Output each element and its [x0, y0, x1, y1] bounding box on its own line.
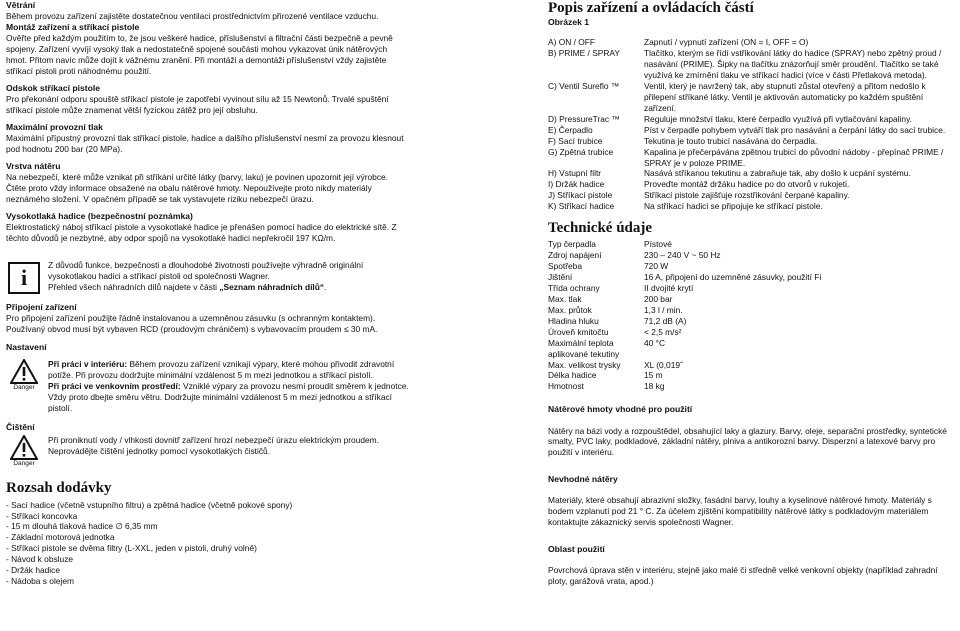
spec-row-value: 18 kg	[644, 381, 665, 392]
control-row-key: H) Vstupní filtr	[548, 168, 602, 179]
spec-row	[548, 327, 821, 338]
delivery-item: - Stříkací koncovka	[6, 511, 410, 522]
delivery-item: - Stříkací pistole se dvěma filtry (L-XXL, jeden v pistoli, druhý volně)	[6, 543, 410, 554]
spec-row	[548, 283, 821, 294]
control-row	[548, 168, 956, 179]
control-row	[548, 136, 956, 147]
delivery-heading: Rozsah dodávky	[6, 480, 112, 497]
spec-row-value: 15 m	[644, 370, 663, 381]
control-row	[548, 48, 956, 81]
spec-row-value: 230 – 240 V ~ 50 Hz	[644, 250, 721, 261]
control-row-key: B) PRIME / SPRAY	[548, 48, 620, 59]
spec-row-key: Zdroj napájení	[548, 250, 602, 261]
control-row-key: D) PressureTrac ™	[548, 113, 620, 124]
controls-heading: Popis zařízení a ovládacích částí	[548, 0, 754, 16]
spec-row-key: Jištění	[548, 272, 573, 283]
spec-row-key: Hladina hluku	[548, 315, 599, 326]
control-row	[548, 81, 956, 114]
info-icon: i	[8, 262, 40, 294]
setup-interior-text: Při práci v interiéru: Během provozu zařízení vznikají výpary, které mohou přivodit zdravotní potíže. Při provozu dodržujte minimální vzdálenost 5 m mezi jednotkou a stříkací pistolí.	[48, 359, 395, 381]
control-row-value: Tekutina je touto trubicí nasávána do čerpadla.	[644, 135, 818, 146]
assembly-text: Ověřte před každým použitím to, že jsou veškeré hadice, příslušenství a filtrační části bezpečně a pevně spojeny. Zařízení vyvíjí vysoký tlak a nedostatečně spojené součásti mohou vykazovat únik nátěrových hmot. Přitom navíc může dojít k vážnému zranění. Při montáži a demontáži příslušenství vždy zajistěte stříkací pistoli proti náhodnému použití.	[6, 33, 393, 77]
control-row-value: Ventil, který je navržený tak, aby stupnutí zůstal otevřený a přitom nedošlo k přilepení stříkané látky. Ventil je aktivován automaticky po každém spuštění zařízení.	[644, 81, 926, 113]
cleaning-text: Při proniknutí vody / vlhkosti dovnitř zařízení hrozí nebezpečí úrazu elektrickým proudem. Neprovádějte čištění jednotky pomocí vysokotlakých čističů.	[48, 434, 379, 456]
spec-row	[548, 305, 821, 316]
spec-row-value: 1,3 l / min.	[644, 304, 683, 315]
control-row-key: J) Stříkací pistole	[548, 190, 613, 201]
control-row-value: Nasává stříkanou tekutinu a zabraňuje tak, aby došlo k ucpání systému.	[644, 168, 911, 179]
control-row-value: Reguluje množství tlaku, které čerpadlo využívá při vytlačování kapaliny.	[644, 113, 912, 124]
connection-heading: Připojení zařízení	[6, 301, 77, 312]
spec-row-key: Délka hadice	[548, 370, 597, 381]
kickback-heading: Odskok stříkací pistole	[6, 82, 101, 93]
control-row-key: A) ON / OFF	[548, 37, 595, 48]
spec-row-value: XL (0,019˝	[644, 359, 683, 370]
delivery-item: - Držák hadice	[6, 565, 410, 576]
spec-row-value: < 2,5 m/s²	[644, 326, 682, 337]
danger-icon: Danger	[6, 435, 42, 468]
control-row-value: Zapnutí / vypnutí zařízení (ON = I, OFF = O)	[644, 37, 809, 48]
control-row-value: Kapalina je přečerpávána zpětnou trubicí do původní nádoby - přepínač PRIME / SPRAY je v poloze PRIME.	[644, 146, 944, 168]
spec-row	[548, 360, 821, 371]
spec-row-value: 71,2 dB (A)	[644, 315, 687, 326]
figure-label: Obrázek 1	[548, 17, 590, 28]
control-row	[548, 147, 956, 169]
unsuitable-text: Materiály, které obsahují abrazivní složky, fasádní barvy, louhy a kyselinové nátěrové hmoty. Materiály s bodem vzplanutí pod 21 ° C. Za účelem zjištění kompatibility nátěrové látky s podkladovým materiálem kontaktujte zákaznický servis společnosti Wagner.	[548, 495, 932, 528]
ventilation-text: Během provozu zařízení zajistěte dostatečnou ventilaci prostřednictvím přirozené ventilace vzduchu.	[6, 11, 379, 22]
paints-heading: Nátěrové hmoty vhodné pro použití	[548, 404, 693, 415]
spec-row-value: 200 bar	[644, 294, 673, 305]
info-box	[6, 258, 410, 294]
control-row	[548, 114, 956, 125]
spec-row-key: Max. tlak	[548, 294, 582, 305]
spec-row	[548, 272, 821, 283]
control-row-value: Proveďte montáž držáku hadice po do otvorů v rukojeti.	[644, 179, 850, 190]
setup-warning	[6, 359, 410, 414]
hose-heading: Vysokotlaká hadice (bezpečnostní poznámka)	[6, 210, 193, 221]
spec-row	[548, 370, 821, 381]
ventilation-heading: Větrání	[6, 0, 36, 10]
delivery-item: - Nádoba s olejem	[6, 576, 410, 587]
delivery-item: - Základní motorová jednotka	[6, 532, 410, 543]
coating-text: Na nebezpečí, které může vznikat při stříkání určité látky (barvy, laku) je povinen upozornit její výrobce. Čtěte proto vždy informace obsažené na obalu nátěrové hmoty. Nepoužívejte proto nikdy materiály neznámého složení. V opačném případě se tak vystavujete riziku nebezpečí úrazu.	[6, 172, 389, 204]
control-row-key: E) Čerpadlo	[548, 124, 593, 135]
control-row	[548, 125, 956, 136]
setup-exterior-text: Při práci ve venkovním prostředí: Vzniklé výpary za provozu nesmí proudit směrem k jednotce. Vždy proto dbejte směru větru. Dodržujte minimální vzdálenost 5 m mezi jednotkou a stříkací pistolí.	[48, 380, 409, 413]
spec-row-key: Hmotnost	[548, 381, 584, 392]
spec-row	[548, 250, 821, 261]
hose-text: Elektrostatický náboj stříkací pistole a vysokotlaké hadice je přenášen pomocí hadice do elektrické sítě. Z těchto důvodů je nezbytné, aby odpor spojů na vysokotlaké hadici nepřekročil 197 KΩ/m.	[6, 222, 397, 244]
spec-row-key: Spotřeba	[548, 261, 582, 272]
delivery-item: - Sací hadice (včetně vstupního filtru) a zpětná hadice (včetně pokové spony)	[6, 500, 410, 511]
spec-row-key: Max. velikost trysky	[548, 359, 621, 370]
paints-text: Nátěry na bázi vody a rozpouštědel, obsahující laky a glazury. Barvy, oleje, separační prostředky, syntetické smalty, PVC laky, podkladové, základní nátěry, plniva a antikorozní barvy. Disperzní a latexové barvy pro použití v interiéru.	[548, 425, 947, 458]
spec-row-key: Úroveň kmitočtu	[548, 326, 609, 337]
cleaning-heading: Čištění	[6, 421, 35, 432]
control-row-key: F) Sací trubice	[548, 135, 603, 146]
delivery-item: - 15 m dlouhá tlaková hadice ∅ 6,35 mm	[6, 521, 410, 532]
kickback-text: Pro překonání odporu spouště stříkací pistole je zapotřebí vyvinout sílu až 15 Newtonů. Trvalé spuštění stříkací pistole může znamenat větší fyzickou zátěž pro její obsluhu.	[6, 94, 389, 116]
delivery-item: - Návod k obsluze	[6, 554, 410, 565]
spec-row-key: Max. průtok	[548, 304, 592, 315]
control-row	[548, 179, 956, 190]
spec-row-key: Typ čerpadla	[548, 239, 596, 250]
max-pressure-text: Maximální přípustný provozní tlak stříkací pistole, hadice a dalšího příslušenství nesmí za provozu klesnout pod hodnotu 200 bar (20 MPa).	[6, 133, 404, 155]
control-row-key: K) Stříkací hadice	[548, 201, 615, 212]
delivery-list	[6, 500, 410, 587]
use-text: Povrchová úprava stěn v interiéru, stejně jako malé či středně velké venkovní objekty (například zahradní ploty, garážová vrata, apod.)	[548, 565, 938, 587]
spec-row-value: 720 W	[644, 261, 669, 272]
connection-text: Pro připojení zařízení použijte řádně instalovanou a uzemněnou zásuvku (s ochranným kontaktem). Používaný obvod musí být vybaven RCD (proudovým chráničem) s vybavovacím proudem ≤ 30 mA.	[6, 313, 378, 335]
control-row-key: I) Držák hadice	[548, 179, 605, 190]
spec-row	[548, 294, 821, 305]
control-row-value: Tlačítko, kterým se řídí vstřikování látky do hadice (SPRAY) nebo zpětný proud / nasávání (PRIME). Šipky na tlačítku znázorňují směr proudění. Tlačítko se také využívá ke zmírnění tlaku ve stříkací hadici (více v části Přetlaková metoda).	[644, 48, 942, 81]
setup-heading: Nastavení	[6, 341, 47, 352]
spec-row-value: 40 °C	[644, 337, 666, 348]
control-row-value: Na stříkací hadici se připojuje ke stříkací pistole.	[644, 201, 823, 212]
assembly-heading: Montáž zařízení a stříkací pistole	[6, 22, 140, 33]
specs-table	[548, 239, 821, 392]
controls-table	[548, 37, 956, 212]
control-row-key: C) Ventil Sureflo ™	[548, 81, 620, 92]
info-text: Z důvodů funkce, bezpečnosti a dlouhodobé životnosti používejte výhradně originální vysokotlakou hadici a stříkací pistoli od společnosti Wagner. Přehled všech náhradních dílů najdete v části „Seznam náhradních dílů“.	[48, 259, 364, 292]
right-column	[548, 0, 956, 587]
spec-row-key: Maximální teplota aplikované tekutiny	[548, 337, 620, 359]
spec-row	[548, 381, 821, 392]
cleaning-warning	[6, 435, 410, 468]
coating-heading: Vrstva nátěru	[6, 160, 61, 171]
spec-row-value: II dvojité krytí	[644, 283, 694, 294]
control-row	[548, 190, 956, 201]
unsuitable-heading: Nevhodné nátěry	[548, 474, 618, 485]
spec-row	[548, 338, 821, 360]
danger-icon: Danger	[6, 359, 42, 414]
spec-row-value: 16 A, připojení do uzemněné zásuvky, použití Fi	[644, 272, 822, 283]
control-row-value: Píst v čerpadle pohybem vytváří tlak pro nasávání a čerpání látky do sací trubice.	[644, 124, 946, 135]
left-column	[6, 0, 410, 587]
control-row-key: G) Zpětná trubice	[548, 146, 614, 157]
spec-row	[548, 316, 821, 327]
use-heading: Oblast použití	[548, 544, 605, 555]
spec-row-key: Třída ochrany	[548, 283, 600, 294]
control-row-value: Stříkací pistole zajišťuje rozstřikování čerpané kapaliny.	[644, 190, 850, 201]
max-pressure-heading: Maximální provozní tlak	[6, 121, 103, 132]
spec-row	[548, 239, 821, 250]
control-row	[548, 201, 956, 212]
spec-row-value: Pístové	[644, 239, 672, 250]
tech-heading: Technické údaje	[548, 220, 653, 237]
control-row	[548, 37, 956, 48]
spec-row	[548, 261, 821, 272]
